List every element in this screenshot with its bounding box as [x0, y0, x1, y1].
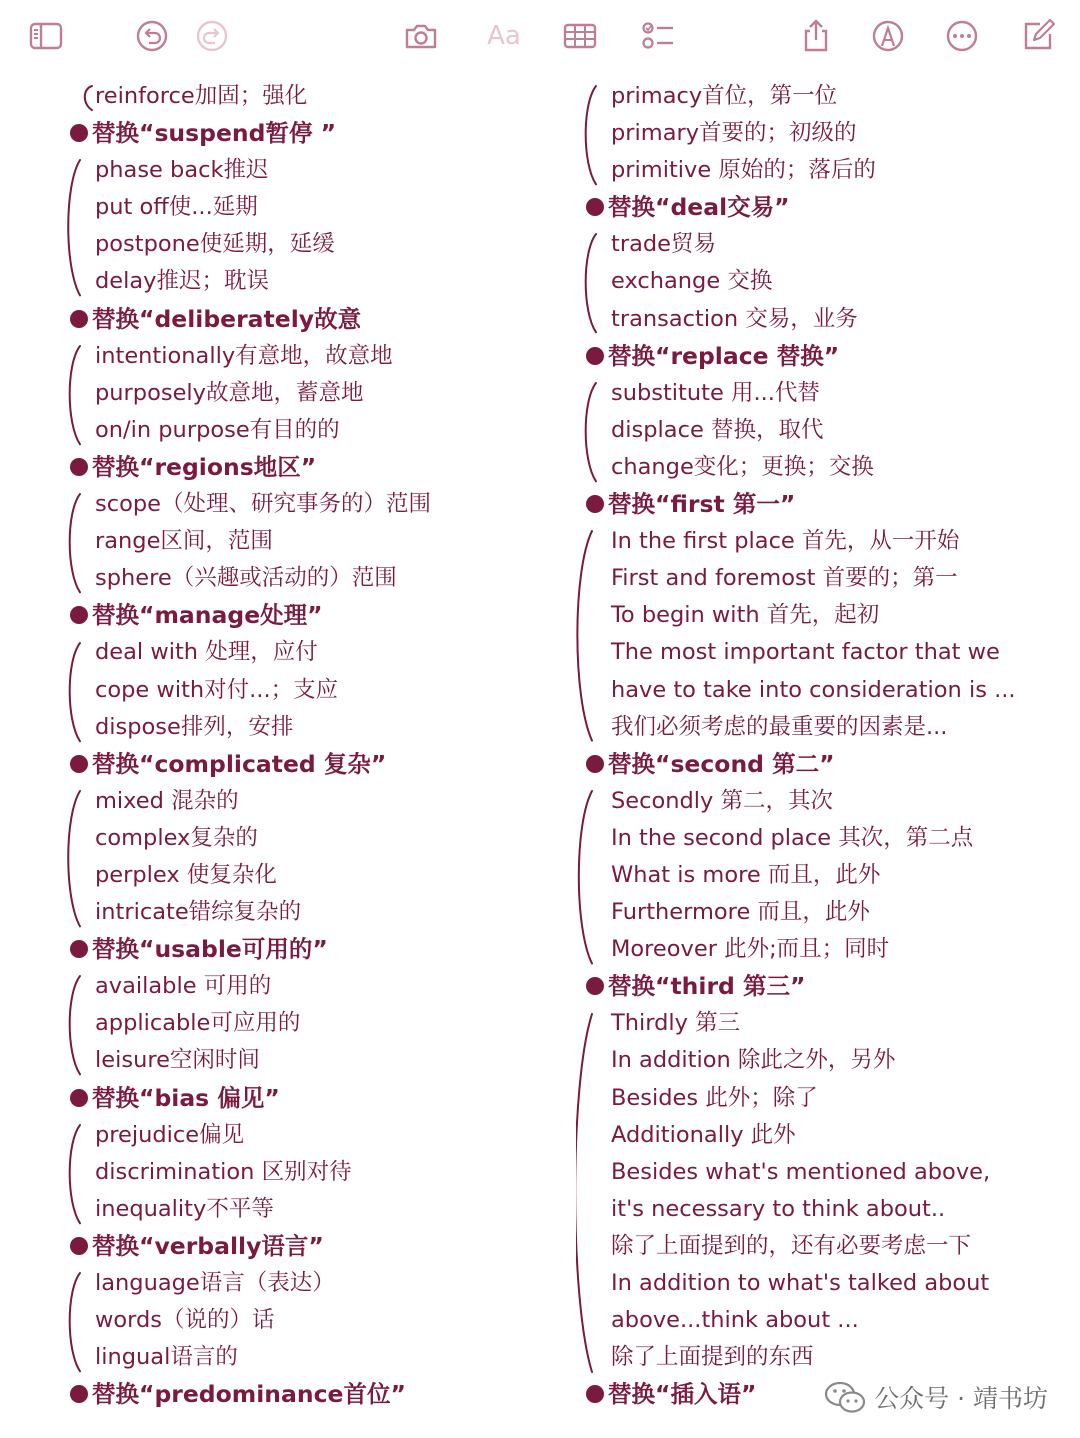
section-heading: [70, 1080, 550, 1117]
list-item: [586, 375, 1056, 412]
list-item: [586, 152, 1056, 189]
item-text: put off使...延期: [95, 194, 258, 221]
item-text: it's necessary to think about..: [611, 1195, 946, 1222]
list-item: [586, 857, 1056, 894]
item-text: leisure空闲时间: [95, 1047, 260, 1074]
list-item: [586, 1265, 1056, 1302]
bullet-dot-icon: [586, 1385, 604, 1403]
item-text: primary首要的；初级的: [611, 120, 857, 147]
group-brace: [576, 1012, 596, 1375]
list-item: [70, 375, 550, 412]
item-text: mixed 混杂的: [95, 787, 239, 814]
list-item: [586, 1339, 1056, 1376]
heading-text: 替换“deliberately故意: [92, 304, 362, 333]
heading-text: 替换“usable可用的”: [92, 935, 328, 964]
group-brace: [64, 1123, 84, 1226]
checklist-icon[interactable]: [640, 18, 676, 54]
notes-toolbar: [0, 0, 1080, 72]
item-text: Besides what's mentioned above,: [611, 1158, 991, 1185]
group-brace-stroke: [586, 86, 596, 184]
list-item: [586, 820, 1056, 857]
item-text: 除了上面提到的，还有必要考虑一下: [611, 1232, 972, 1259]
list-item: [70, 263, 550, 300]
group-brace: [580, 381, 600, 484]
bullet-dot-icon: [70, 310, 88, 328]
item-text: have to take into consideration is ...: [611, 676, 1016, 703]
item-text: inequality不平等: [95, 1195, 274, 1222]
item-text: In the second place 其次，第二点: [611, 824, 974, 851]
list-item: [70, 226, 550, 263]
heading-text: 替换“suspend暂停 ”: [92, 119, 337, 148]
bullet-dot-icon: [70, 755, 88, 773]
undo-icon[interactable]: [134, 18, 170, 54]
list-item: [586, 560, 1056, 597]
list-item: [70, 857, 550, 894]
item-text: Thirdly 第三: [611, 1010, 741, 1037]
group-brace: [64, 641, 84, 744]
item-text: 除了上面提到的东西: [611, 1344, 814, 1371]
list-item: [70, 412, 550, 449]
bullet-dot-icon: [586, 347, 604, 365]
section-heading: [70, 931, 550, 968]
item-text: discrimination 区别对待: [95, 1158, 352, 1185]
item-text: change变化；更换；交换: [611, 453, 874, 480]
group-brace-stroke: [586, 234, 596, 332]
bullet-dot-icon: [70, 124, 88, 142]
redo-icon[interactable]: [194, 18, 230, 54]
item-text: applicable可应用的: [95, 1010, 301, 1037]
item-text: intricate错综复杂的: [95, 899, 302, 926]
list-item: [70, 820, 550, 857]
list-item: [70, 1339, 550, 1376]
section-heading: [586, 189, 1056, 226]
section-heading: [70, 1228, 550, 1265]
list-item: [586, 709, 1056, 746]
section-heading: [586, 486, 1056, 523]
item-text: 我们必须考虑的最重要的因素是...: [611, 713, 948, 740]
section-heading: [586, 746, 1056, 783]
list-item: [586, 263, 1056, 300]
list-item: [586, 449, 1056, 486]
item-text: The most important factor that we: [611, 639, 1000, 666]
list-item: [586, 894, 1056, 931]
section-heading: [70, 115, 550, 152]
item-text: lingual语言的: [95, 1344, 238, 1371]
item-text: Besides 此外；除了: [611, 1084, 818, 1111]
group-brace-stroke: [68, 160, 80, 295]
section-heading: [70, 746, 550, 783]
item-text: To begin with 首先，起初: [611, 602, 880, 629]
heading-text: 替换“deal交易”: [608, 193, 790, 222]
heading-text: 替换“third 第三”: [608, 972, 806, 1001]
bullet-dot-icon: [586, 977, 604, 995]
section-heading: [70, 597, 550, 634]
camera-icon[interactable]: [403, 18, 439, 54]
list-item: [70, 523, 550, 560]
group-brace-stroke: [576, 1014, 592, 1372]
group-brace-stroke: [70, 1273, 80, 1371]
item-text: sphere（兴趣或活动的）范围: [95, 565, 397, 592]
group-brace: [580, 232, 600, 335]
group-brace: [580, 84, 600, 187]
list-item: [586, 78, 1056, 115]
list-item: [586, 1191, 1056, 1228]
list-item: [586, 301, 1056, 338]
group-brace: [64, 158, 84, 298]
section-heading: [70, 301, 550, 338]
item-text: Secondly 第二，其次: [611, 787, 834, 814]
watermark-text: 公众号 · 靖书坊: [874, 1384, 1048, 1413]
group-brace-stroke: [85, 86, 92, 110]
item-text: In the first place 首先，从一开始: [611, 528, 960, 555]
bullet-dot-icon: [70, 1089, 88, 1107]
section-heading: [70, 1376, 550, 1413]
share-icon[interactable]: [798, 18, 834, 54]
item-text: Moreover 此外;而且；同时: [611, 936, 890, 963]
item-text: displace 替换，取代: [611, 416, 824, 443]
item-text: range区间，范围: [95, 528, 273, 555]
list-item: [70, 560, 550, 597]
heading-text: 替换“first 第一”: [608, 490, 796, 519]
heading-text: 替换“complicated 复杂”: [92, 749, 387, 778]
heading-text: 替换“插入语”: [608, 1380, 757, 1409]
item-text: What is more 而且，此外: [611, 861, 881, 888]
list-item: [586, 1080, 1056, 1117]
list-item: [70, 968, 550, 1005]
list-item: [586, 1154, 1056, 1191]
note-column-right: [586, 78, 1056, 1413]
list-item: [70, 189, 550, 226]
group-brace-stroke: [577, 531, 592, 741]
item-text: Furthermore 而且，此外: [611, 899, 870, 926]
list-item: [70, 1265, 550, 1302]
list-item: [586, 1042, 1056, 1079]
list-item: [70, 78, 550, 115]
section-heading: [70, 449, 550, 486]
list-item: [586, 412, 1056, 449]
list-item: [70, 634, 550, 671]
item-text: In addition to what's talked about: [611, 1270, 990, 1296]
markup-pen-icon[interactable]: [870, 18, 906, 54]
group-brace-stroke: [70, 494, 80, 592]
more-icon[interactable]: [944, 18, 980, 54]
list-item: [586, 523, 1056, 560]
list-item: [586, 1302, 1056, 1339]
bullet-dot-icon: [70, 606, 88, 624]
bullet-dot-icon: [586, 198, 604, 216]
item-text: In addition 除此之外，另外: [611, 1047, 896, 1074]
bullet-dot-icon: [70, 1385, 88, 1403]
list-item: [586, 1117, 1056, 1154]
heading-text: 替换“second 第二”: [608, 749, 835, 778]
group-brace: [64, 974, 84, 1077]
item-text: complex复杂的: [95, 824, 258, 851]
list-item: [70, 1302, 550, 1339]
wechat-logo-icon: [824, 1380, 866, 1414]
list-item: [586, 931, 1056, 968]
item-text: on/in purpose有目的的: [95, 416, 340, 443]
list-item: [70, 486, 550, 523]
item-text: intentionally有意地，故意地: [95, 342, 393, 369]
item-text: purposely故意地，蓄意地: [95, 379, 364, 406]
item-text: language语言（表达）: [95, 1270, 335, 1296]
list-item: [70, 152, 550, 189]
list-item: [586, 597, 1056, 634]
group-brace-stroke: [70, 643, 80, 741]
bullet-dot-icon: [70, 458, 88, 476]
group-brace-stroke: [579, 791, 592, 964]
list-item: [70, 338, 550, 375]
item-text: Additionally 此外: [611, 1121, 796, 1148]
item-text: scope（处理、研究事务的）范围: [95, 491, 431, 518]
heading-text: 替换“replace 替换”: [608, 341, 840, 370]
bullet-dot-icon: [586, 495, 604, 513]
item-text: primitive 原始的；落后的: [611, 157, 876, 184]
item-text: cope with对付...；支应: [95, 676, 339, 703]
sidebar-icon[interactable]: [28, 18, 64, 54]
item-text: dispose排列，安排: [95, 713, 294, 740]
item-text: substitute 用...代替: [611, 379, 820, 406]
item-text: delay推迟；耽误: [95, 268, 269, 295]
item-text: perplex 使复杂化: [95, 861, 277, 888]
compose-icon[interactable]: [1020, 18, 1056, 54]
item-text: available 可用的: [95, 973, 272, 1000]
group-brace-stroke: [70, 1125, 80, 1223]
table-icon[interactable]: [562, 18, 598, 54]
item-text: First and foremost 首要的；第一: [611, 565, 958, 592]
text-format-icon[interactable]: Aa: [487, 21, 521, 51]
heading-text: 替换“verbally语言”: [92, 1231, 324, 1260]
watermark: [824, 1377, 1048, 1417]
list-item: [70, 1042, 550, 1079]
list-item: [586, 115, 1056, 152]
list-item: [70, 783, 550, 820]
list-item: [586, 783, 1056, 820]
item-text: reinforce加固；强化: [95, 83, 308, 109]
list-item: [70, 1154, 550, 1191]
item-text: prejudice偏见: [95, 1121, 245, 1148]
group-brace: [76, 84, 96, 113]
list-item: [586, 1005, 1056, 1042]
bullet-dot-icon: [70, 940, 88, 958]
item-text: trade贸易: [611, 231, 716, 258]
group-brace-stroke: [586, 383, 596, 481]
list-item: [586, 1228, 1056, 1265]
heading-text: 替换“regions地区”: [92, 452, 317, 481]
item-text: deal with 处理，应付: [95, 639, 318, 666]
group-brace-stroke: [70, 346, 80, 444]
list-item: [70, 1191, 550, 1228]
item-text: phase back推迟: [95, 157, 269, 184]
section-heading: [586, 968, 1056, 1005]
group-brace: [64, 789, 84, 929]
bullet-dot-icon: [586, 755, 604, 773]
list-item: [70, 1005, 550, 1042]
list-item: [586, 634, 1056, 671]
item-text: postpone使延期，延缓: [95, 231, 335, 258]
heading-text: 替换“predominance首位”: [92, 1380, 406, 1409]
list-item: [70, 709, 550, 746]
item-text: primacy首位，第一位: [611, 83, 838, 109]
note-column-left: [70, 78, 550, 1413]
list-item: [586, 226, 1056, 263]
list-item: [70, 1117, 550, 1154]
item-text: exchange 交换: [611, 268, 773, 295]
list-item: [586, 672, 1056, 709]
group-brace: [64, 492, 84, 595]
group-brace-stroke: [70, 976, 80, 1074]
group-brace: [576, 529, 596, 744]
list-item: [70, 894, 550, 931]
item-text: transaction 交易，业务: [611, 305, 858, 332]
list-item: [70, 672, 550, 709]
heading-text: 替换“manage处理”: [92, 601, 323, 630]
group-brace-stroke: [68, 791, 80, 926]
group-brace: [576, 789, 596, 967]
bullet-dot-icon: [70, 1237, 88, 1255]
item-text: above...think about ...: [611, 1307, 859, 1334]
heading-text: 替换“bias 偏见”: [92, 1083, 280, 1112]
section-heading: [586, 338, 1056, 375]
group-brace: [64, 344, 84, 447]
group-brace: [64, 1271, 84, 1374]
item-text: words（说的）话: [95, 1307, 275, 1334]
